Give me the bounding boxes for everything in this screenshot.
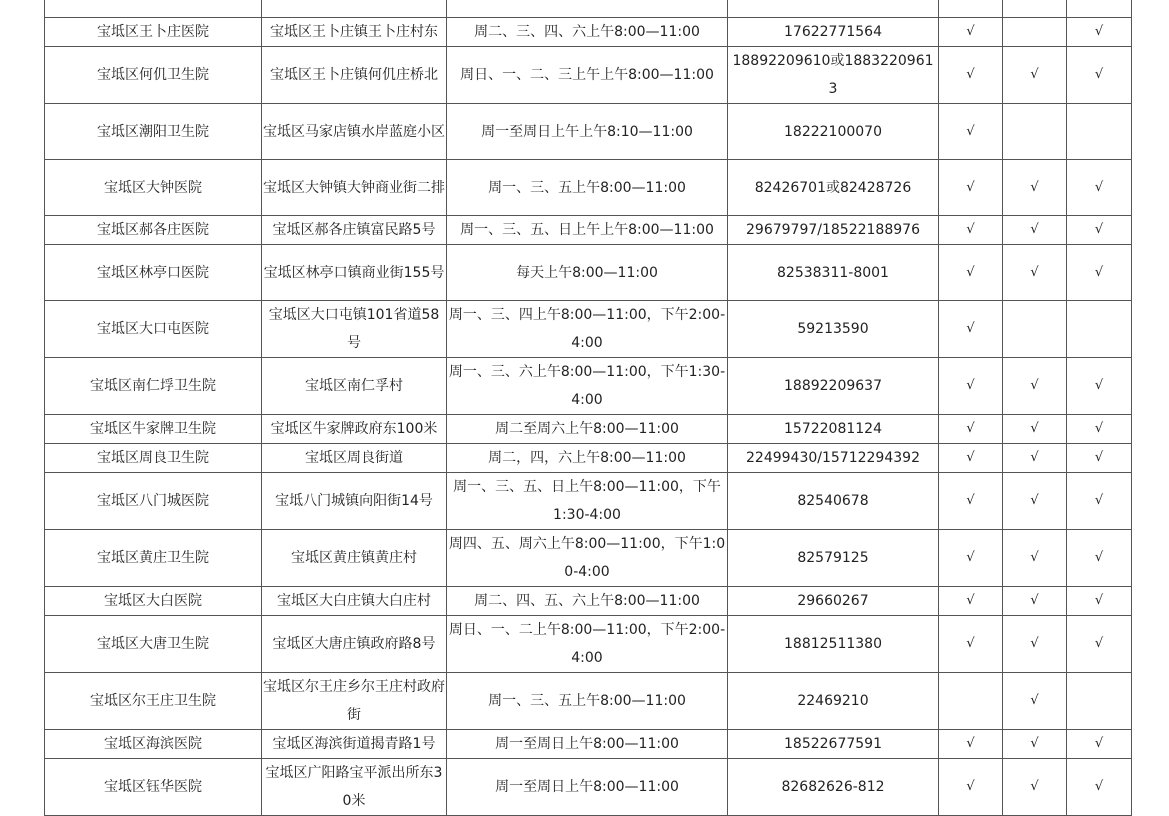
phone-cell: 82682626-812 xyxy=(728,759,939,816)
service-2-check-cell: √ xyxy=(1003,473,1067,530)
hours-cell: 周一、三、五、日上午8:00—11:00，下午1:30-4:00 xyxy=(447,473,728,530)
hospital-table-body xyxy=(45,0,1132,816)
service-1-check-cell: √ xyxy=(939,530,1003,587)
phone-cell: 82426701或82428726 xyxy=(728,160,939,216)
service-3-check-cell: √ xyxy=(1067,415,1132,444)
address-cell: 宝坻区尔王庄乡尔王庄村政府街 xyxy=(262,673,447,730)
table-row xyxy=(45,160,1132,216)
table-row xyxy=(45,444,1132,473)
phone-cell: 22469210 xyxy=(728,673,939,730)
hospital-name-cell: 宝坻区大钟医院 xyxy=(45,160,262,216)
service-1-check-cell xyxy=(939,673,1003,730)
hospital-name-cell: 宝坻区南仁垺卫生院 xyxy=(45,358,262,415)
service-3-check-cell: √ xyxy=(1067,47,1132,104)
service-2-check-cell: √ xyxy=(1003,245,1067,301)
hours-cell: 周四、五、周六上午8:00—11:00，下午1:00-4:00 xyxy=(447,530,728,587)
service-1-check-cell: √ xyxy=(939,415,1003,444)
hours-cell: 周二至周六上午8:00—11:00 xyxy=(447,415,728,444)
service-1-check-cell: √ xyxy=(939,216,1003,245)
hours-cell: 周一至周日上午上午8:10—11:00 xyxy=(447,104,728,160)
table-row xyxy=(45,47,1132,104)
table-row xyxy=(45,18,1132,47)
table-row xyxy=(45,530,1132,587)
service-1-check-cell: √ xyxy=(939,18,1003,47)
phone-cell: 18892209610或18832209613 xyxy=(728,47,939,104)
service-2-check-cell xyxy=(1003,301,1067,358)
service-3-check-cell: √ xyxy=(1067,473,1132,530)
table-row xyxy=(45,473,1132,530)
service-3-check-cell xyxy=(1067,104,1132,160)
hours-cell: 周日、一、二上午8:00—11:00，下午2:00-4:00 xyxy=(447,616,728,673)
service-3-check-cell: √ xyxy=(1067,358,1132,415)
service-2-check-cell: √ xyxy=(1003,415,1067,444)
hospital-name-cell: 宝坻区海滨医院 xyxy=(45,730,262,759)
service-3-check-cell: √ xyxy=(1067,587,1132,616)
service-1-check-cell: √ xyxy=(939,444,1003,473)
address-cell: 宝坻区大钟镇大钟商业街二排 xyxy=(262,160,447,216)
hospital-name-cell: 宝坻区钰华医院 xyxy=(45,759,262,816)
hospital-name-cell: 宝坻区王卜庄医院 xyxy=(45,18,262,47)
service-3-check-cell: √ xyxy=(1067,245,1132,301)
table-row xyxy=(45,245,1132,301)
phone-cell: 82540678 xyxy=(728,473,939,530)
table-row xyxy=(45,216,1132,245)
table-row xyxy=(45,730,1132,759)
service-3-check-cell: √ xyxy=(1067,730,1132,759)
address-cell: 宝坻八门城镇向阳街14号 xyxy=(262,473,447,530)
table-row xyxy=(45,616,1132,673)
hospital-name-cell: 宝坻区八门城医院 xyxy=(45,473,262,530)
hospital-name-cell: 宝坻区林亭口医院 xyxy=(45,245,262,301)
address-cell: 宝坻区周良街道 xyxy=(262,444,447,473)
hospital-name-cell: 宝坻区郝各庄医院 xyxy=(45,216,262,245)
service-3-check-cell: √ xyxy=(1067,18,1132,47)
table-row xyxy=(45,587,1132,616)
phone-cell: 17622771564 xyxy=(728,18,939,47)
table-row xyxy=(45,759,1132,816)
hours-cell: 每天上午8:00—11:00 xyxy=(447,245,728,301)
table-row xyxy=(45,358,1132,415)
service-1-check-cell: √ xyxy=(939,47,1003,104)
address-cell: 宝坻区林亭口镇商业街155号 xyxy=(262,245,447,301)
address-cell: 宝坻区牛家牌政府东100米 xyxy=(262,415,447,444)
table-row xyxy=(45,0,1132,18)
service-2-check-cell: √ xyxy=(1003,160,1067,216)
service-1-check-cell xyxy=(939,0,1003,18)
phone-cell: 22499430/15712294392 xyxy=(728,444,939,473)
service-2-check-cell: √ xyxy=(1003,216,1067,245)
phone-cell: 59213590 xyxy=(728,301,939,358)
phone-cell: 82579125 xyxy=(728,530,939,587)
service-2-check-cell: √ xyxy=(1003,616,1067,673)
address-cell: 宝坻区大口屯镇101省道58号 xyxy=(262,301,447,358)
hours-cell: 周一、三、四上午8:00—11:00，下午2:00-4:00 xyxy=(447,301,728,358)
service-2-check-cell: √ xyxy=(1003,673,1067,730)
hours-cell: 周二、三、四、六上午8:00—11:00 xyxy=(447,18,728,47)
service-1-check-cell: √ xyxy=(939,730,1003,759)
hospital-name-cell: 宝坻区何仉卫生院 xyxy=(45,47,262,104)
hours-cell: 周二、四、五、六上午8:00—11:00 xyxy=(447,587,728,616)
phone-cell xyxy=(728,0,939,18)
hours-cell: 周一至周日上午8:00—11:00 xyxy=(447,730,728,759)
phone-cell: 29660267 xyxy=(728,587,939,616)
address-cell xyxy=(262,0,447,18)
phone-cell: 29679797/18522188976 xyxy=(728,216,939,245)
hospital-name-cell: 宝坻区周良卫生院 xyxy=(45,444,262,473)
address-cell: 宝坻区郝各庄镇富民路5号 xyxy=(262,216,447,245)
address-cell: 宝坻区广阳路宝平派出所东30米 xyxy=(262,759,447,816)
address-cell: 宝坻区大唐庄镇政府路8号 xyxy=(262,616,447,673)
table-row xyxy=(45,415,1132,444)
hospital-name-cell: 宝坻区大口屯医院 xyxy=(45,301,262,358)
service-1-check-cell: √ xyxy=(939,616,1003,673)
service-3-check-cell: √ xyxy=(1067,160,1132,216)
address-cell: 宝坻区南仁孚村 xyxy=(262,358,447,415)
service-1-check-cell: √ xyxy=(939,358,1003,415)
hours-cell: 周一至周日上午8:00—11:00 xyxy=(447,759,728,816)
service-2-check-cell: √ xyxy=(1003,358,1067,415)
table-row xyxy=(45,301,1132,358)
hours-cell: 周一、三、五上午8:00—11:00 xyxy=(447,673,728,730)
service-3-check-cell: √ xyxy=(1067,616,1132,673)
address-cell: 宝坻区大白庄镇大白庄村 xyxy=(262,587,447,616)
hospital-name-cell: 宝坻区大唐卫生院 xyxy=(45,616,262,673)
hospital-table xyxy=(44,0,1132,816)
phone-cell: 18522677591 xyxy=(728,730,939,759)
table-row xyxy=(45,673,1132,730)
phone-cell: 18812511380 xyxy=(728,616,939,673)
service-3-check-cell xyxy=(1067,301,1132,358)
phone-cell: 15722081124 xyxy=(728,415,939,444)
service-2-check-cell: √ xyxy=(1003,444,1067,473)
hours-cell: 周日、一、二、三上午上午8:00—11:00 xyxy=(447,47,728,104)
hours-cell: 周一、三、五、日上午上午8:00—11:00 xyxy=(447,216,728,245)
service-1-check-cell: √ xyxy=(939,245,1003,301)
service-3-check-cell: √ xyxy=(1067,530,1132,587)
table-row xyxy=(45,104,1132,160)
address-cell: 宝坻区王卜庄镇王卜庄村东 xyxy=(262,18,447,47)
hours-cell: 周一、三、五上午8:00—11:00 xyxy=(447,160,728,216)
service-2-check-cell: √ xyxy=(1003,530,1067,587)
service-3-check-cell: √ xyxy=(1067,444,1132,473)
hospital-name-cell: 宝坻区大白医院 xyxy=(45,587,262,616)
service-2-check-cell: √ xyxy=(1003,587,1067,616)
service-1-check-cell: √ xyxy=(939,301,1003,358)
service-1-check-cell: √ xyxy=(939,104,1003,160)
hours-cell: 周二，四，六上午8:00—11:00 xyxy=(447,444,728,473)
hospital-table-container xyxy=(44,0,1132,816)
hours-cell: 周一、三、六上午8:00—11:00，下午1:30-4:00 xyxy=(447,358,728,415)
hospital-name-cell: 宝坻区黄庄卫生院 xyxy=(45,530,262,587)
hospital-name-cell: 宝坻区牛家牌卫生院 xyxy=(45,415,262,444)
address-cell: 宝坻区马家店镇水岸蓝庭小区 xyxy=(262,104,447,160)
hours-cell xyxy=(447,0,728,18)
phone-cell: 18222100070 xyxy=(728,104,939,160)
service-1-check-cell: √ xyxy=(939,473,1003,530)
service-1-check-cell: √ xyxy=(939,160,1003,216)
service-2-check-cell: √ xyxy=(1003,759,1067,816)
address-cell: 宝坻区黄庄镇黄庄村 xyxy=(262,530,447,587)
service-3-check-cell: √ xyxy=(1067,759,1132,816)
service-1-check-cell: √ xyxy=(939,759,1003,816)
hospital-name-cell xyxy=(45,0,262,18)
address-cell: 宝坻区海滨街道揭青路1号 xyxy=(262,730,447,759)
service-2-check-cell: √ xyxy=(1003,47,1067,104)
phone-cell: 82538311-8001 xyxy=(728,245,939,301)
service-3-check-cell xyxy=(1067,673,1132,730)
address-cell: 宝坻区王卜庄镇何仉庄桥北 xyxy=(262,47,447,104)
service-2-check-cell xyxy=(1003,18,1067,47)
service-2-check-cell xyxy=(1003,104,1067,160)
hospital-name-cell: 宝坻区尔王庄卫生院 xyxy=(45,673,262,730)
service-3-check-cell xyxy=(1067,0,1132,18)
service-2-check-cell xyxy=(1003,0,1067,18)
service-2-check-cell: √ xyxy=(1003,730,1067,759)
service-1-check-cell: √ xyxy=(939,587,1003,616)
hospital-name-cell: 宝坻区潮阳卫生院 xyxy=(45,104,262,160)
phone-cell: 18892209637 xyxy=(728,358,939,415)
service-3-check-cell: √ xyxy=(1067,216,1132,245)
